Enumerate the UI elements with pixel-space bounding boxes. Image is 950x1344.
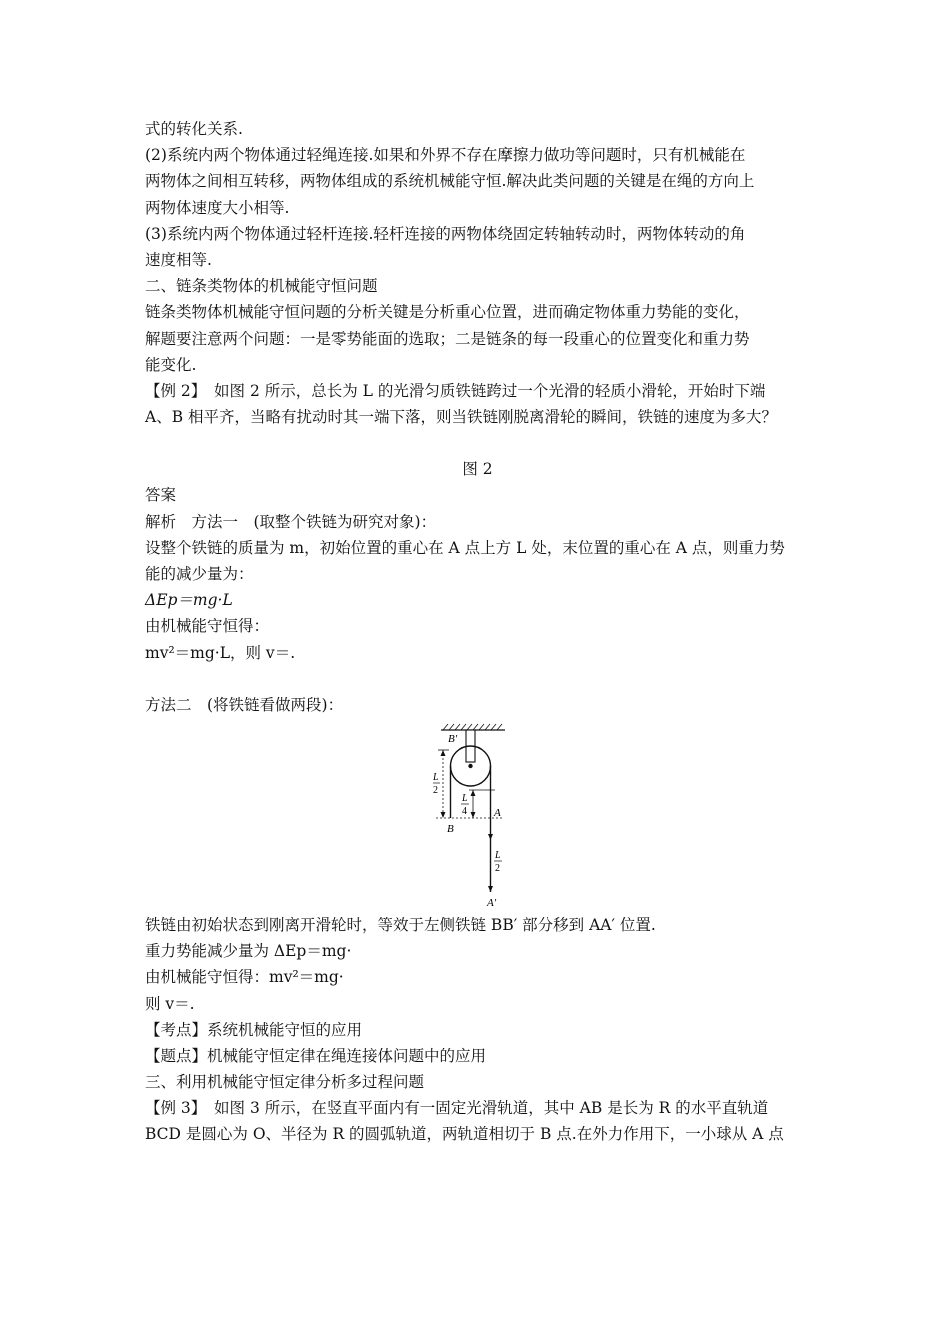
text-line: 式的转化关系. [145, 120, 243, 138]
label-l4-num: L [462, 792, 468, 804]
text-line: 速度相等. [145, 250, 212, 269]
text-line: (3)系统内两个物体通过轻杆连接.轻杆连接的两物体绕固定转轴转动时，两物体转动的角 [145, 224, 746, 243]
section-heading: 三、利用机械能守恒定律分析多过程问题 [145, 1073, 425, 1092]
text-line: (2)系统内两个物体通过轻绳连接.如果和外界不存在摩擦力做功等问题时，只有机械能在 [145, 146, 746, 165]
example-2-line: A、B 相平齐，当略有扰动时其一端下落，则当铁链刚脱离滑轮的瞬间，铁链的速度为多大？ [145, 408, 778, 427]
pulley-diagram [433, 722, 543, 912]
example-2-line: 【例 2】 如图 2 所示，总长为 L 的光滑匀质铁链跨过一个光滑的轻质小滑轮，开始时下端 [145, 381, 766, 400]
example-3-line: 【例 3】 如图 3 所示，在竖直平面内有一固定光滑轨道，其中 AB 是长为 R 的水平直轨道 [145, 1099, 769, 1118]
analysis-line: 解析 方法一 (取整个铁链为研究对象)： [145, 512, 437, 531]
pulley-axle [468, 764, 472, 768]
text-line: 铁链由初始状态到刚离开滑轮时，等效于左侧铁链 BB′ 部分移到 AA′ 位置. [145, 915, 656, 934]
method-two-line: 方法二 (将铁链看做两段)： [145, 695, 344, 714]
label-l4-den: 4 [462, 805, 467, 817]
text-line: 解题要注意两个问题：一是零势能面的选取；二是链条的每一段重心的位置变化和重力势 [145, 329, 750, 348]
document-page [145, 116, 810, 1148]
label-l2b-den: 2 [495, 862, 500, 874]
formula-line: mv²＝mg·L，则 v＝. [145, 643, 296, 662]
question-point: 【题点】机械能守恒定律在绳连接体问题中的应用 [145, 1046, 487, 1065]
section-heading: 二、链条类物体的机械能守恒问题 [145, 277, 378, 296]
example-3-line: BCD 是圆心为 O、半径为 R 的圆弧轨道，两轨道相切于 B 点.在外力作用下，一小球从 A 点 [145, 1125, 784, 1144]
text-line: 两物体之间相互转移，两物体组成的系统机械能守恒.解决此类问题的关键是在绳的方向上 [145, 172, 755, 191]
pulley-figure [145, 722, 810, 912]
text-line: 两物体速度大小相等. [145, 198, 290, 217]
text-line: 能变化. [145, 355, 197, 374]
text-line: 能的减少量为： [145, 565, 254, 583]
text-line: 设整个铁链的质量为 m，初始位置的重心在 A 点上方 L 处，末位置的重心在 A 点，则重力势 [145, 538, 785, 557]
label-l2-num: L [433, 771, 439, 783]
text-line: 由机械能守恒得： [145, 617, 270, 636]
text-line: 由机械能守恒得：mv²＝mg· [145, 968, 344, 987]
label-a-prime: A′ [487, 896, 497, 909]
label-l2b-num: L [495, 849, 501, 861]
figure-caption: 图 2 [462, 460, 493, 479]
label-l2-den: 2 [433, 784, 438, 796]
knowledge-point: 【考点】系统机械能守恒的应用 [145, 1020, 363, 1039]
label-b-prime: B′ [448, 732, 458, 745]
label-a: A [494, 806, 501, 819]
ceiling-hatch [443, 724, 502, 730]
label-b: B [447, 822, 454, 835]
text-line: 链条类物体机械能守恒问题的分析关键是分析重心位置，进而确定物体重力势能的变化， [145, 303, 750, 322]
answer-label: 答案 [145, 486, 177, 505]
text-line: 则 v＝. [145, 994, 195, 1013]
text-line: 重力势能减少量为 ΔEp＝mg· [145, 942, 352, 961]
formula-line: ΔEp＝mg·L [145, 591, 233, 610]
